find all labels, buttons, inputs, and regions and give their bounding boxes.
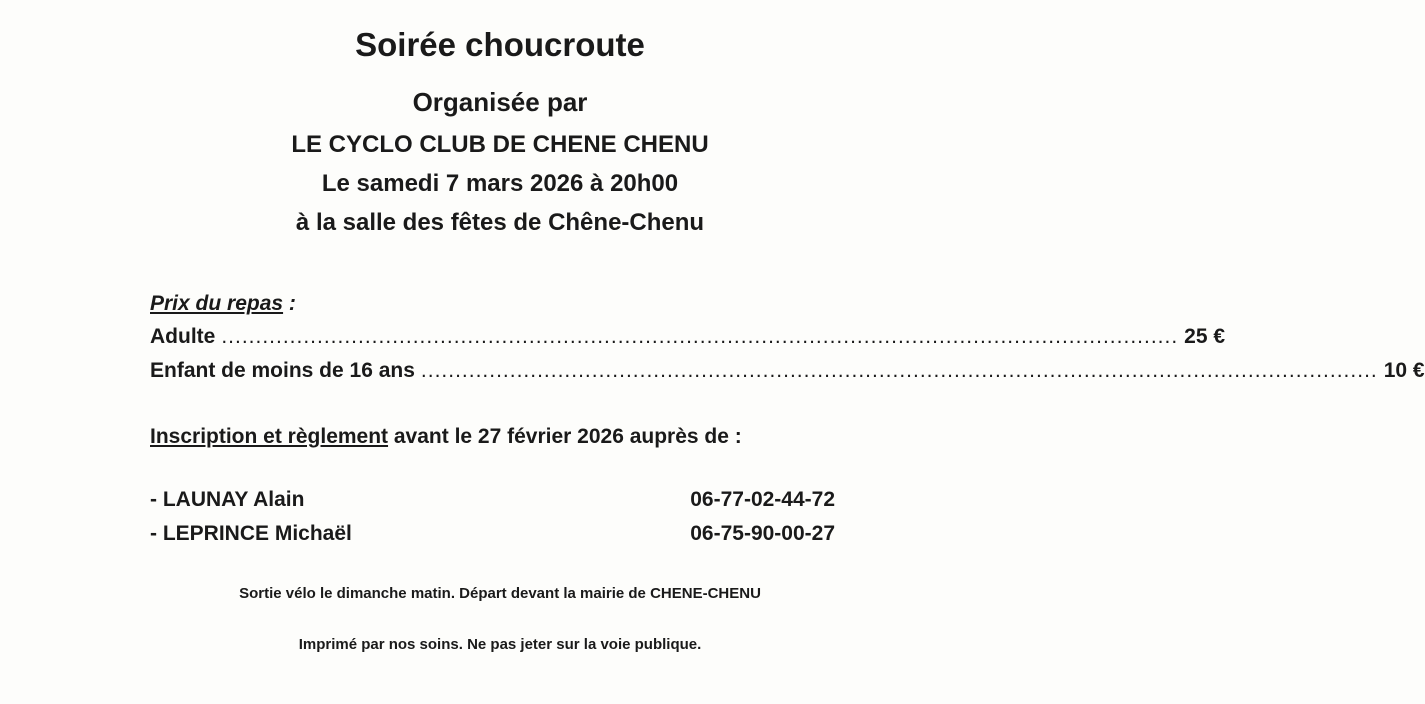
dot-leader: ............................................................................................................................................ (420, 359, 1378, 382)
price-amount: 10 € (1383, 359, 1425, 382)
price-amount: 25 € (1184, 325, 1226, 348)
print-note: Imprimé par nos soins. Ne pas jeter sur la voie publique. (298, 636, 702, 653)
organised-by-label: Organisée par (412, 87, 588, 117)
contact-name: - LEPRINCE Michaël (150, 522, 352, 545)
dot-leader: ............................................................................................................................................ (221, 325, 1179, 348)
contact-name: - LAUNAY Alain (150, 488, 305, 511)
event-date: Le samedi 7 mars 2026 à 20h00 (321, 170, 679, 197)
registration-text: avant le 27 février 2026 auprès de : (388, 425, 742, 448)
contact-row (150, 488, 835, 512)
price-heading (150, 292, 296, 316)
price-heading-label: Prix du repas (150, 292, 284, 315)
price-row-child (150, 359, 1425, 387)
club-name: LE CYCLO CLUB DE CHENE CHENU (291, 131, 709, 158)
contact-phone: 06-75-90-00-27 (690, 522, 835, 545)
contact-row (150, 522, 835, 546)
price-heading-colon: : (283, 292, 296, 315)
contact-phone: 06-77-02-44-72 (690, 488, 835, 511)
price-label: Enfant de moins de 16 ans (150, 359, 415, 382)
event-venue: à la salle des fêtes de Chêne-Chenu (295, 209, 705, 236)
event-title: Soirée choucroute (355, 26, 645, 63)
ride-note: Sortie vélo le dimanche matin. Départ devant la mairie de CHENE-CHENU (239, 585, 761, 602)
price-label: Adulte (150, 325, 216, 348)
price-row-adult (150, 325, 1226, 353)
registration-heading: Inscription et règlement (150, 425, 389, 448)
registration-line (150, 425, 742, 449)
